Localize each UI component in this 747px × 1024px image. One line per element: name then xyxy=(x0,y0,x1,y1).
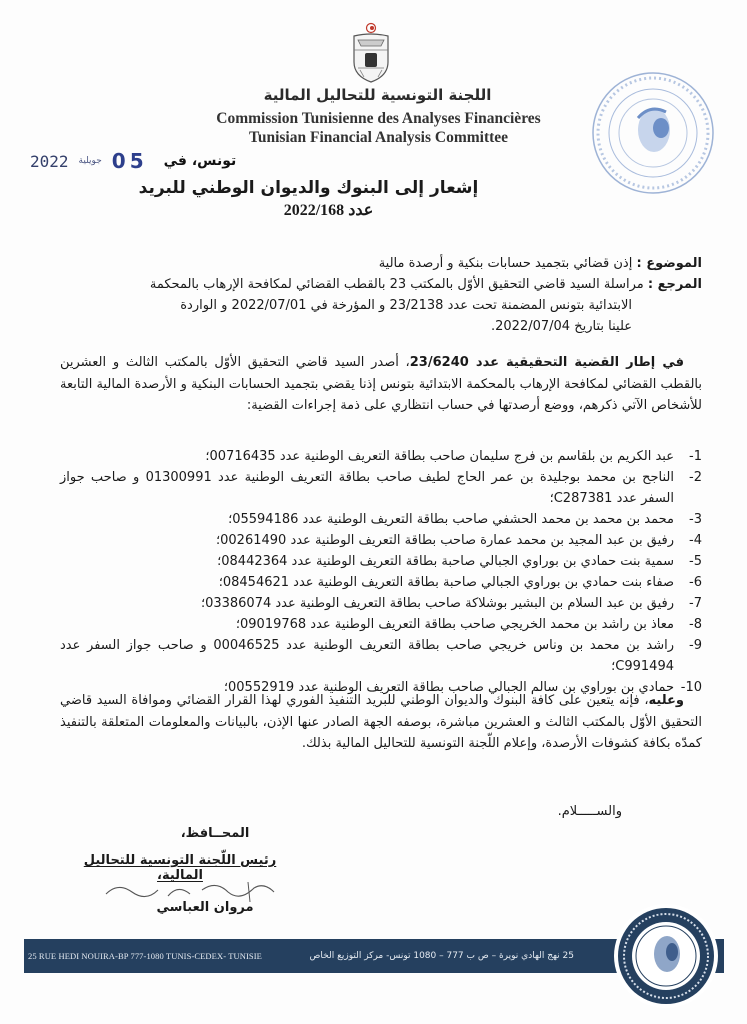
signatory-name: مروان العباسي xyxy=(156,900,254,915)
subject-line xyxy=(60,253,702,274)
list-item: 8- معاذ بن راشد بن محمد الخريجي صاحب بطاقة التعريف الوطنية عدد 09019768؛ xyxy=(235,617,702,632)
date-year: 2022 xyxy=(30,151,69,171)
paragraph2-text: ، فإنه يتعين على كافة البنوك والديوان الوطني للبريد التنفيذ الفوري لهذا القرار القضائي وموافاة السيد قاضي التحقيق الأوّل بالمكتب الثالث و العشرين مباشرة، بوصفه الجهة الصادر عنها الإذن، بالبيانات والمعلومات المتعلقة بالتنفيذ كمدّه بكافة كشوفات الأرصدة، وإعلام اللّجنة التونسية للتحاليل المالية بذلك. xyxy=(60,693,702,751)
org-name-english: Tunisian Financial Analysis Committee xyxy=(248,129,509,146)
date-prefix: تونس، في xyxy=(163,153,237,169)
list-item: 6- صفاء بنت حمادي بن بوراوي الجبالي صاحبة بطاقة التعريف الوطنية عدد 08454621؛ xyxy=(218,575,702,590)
tunisia-coat-of-arms-icon xyxy=(348,22,394,84)
footer-address-french: 25 RUE HEDI NOUIRA-BP 777-1080 TUNIS-CEDEX- TUNISIE xyxy=(28,951,262,961)
list-item: 2- الناجح بن محمد بوجليدة بن عمر الحاج لطيف صاحب بطاقة التعريف الوطنية عدد 01300991 و صاحب جواز السفر عدد C287381؛ xyxy=(60,470,702,506)
signatory-organization: رئيس اللّجنة التونسية للتحاليل المالية، xyxy=(83,853,277,883)
list-item: 7- رفيق بن عبد السلام بن البشير بوشلاكة صاحب بطاقة التعريف الوطنية عدد 03386074؛ xyxy=(200,596,702,611)
date-line xyxy=(30,146,236,176)
document-number: عدد 2022/168 xyxy=(283,202,374,219)
date-month: جويلية xyxy=(78,156,102,166)
paragraph-case-details xyxy=(60,352,702,417)
org-name-french: Commission Tunisienne des Analyses Financières xyxy=(216,110,541,127)
signature-block xyxy=(70,826,330,883)
paragraph2-lead: وعليه xyxy=(648,693,684,708)
org-name-arabic: اللجنة التونسية للتحاليل المالية xyxy=(263,86,492,104)
case-number: 23/6240 xyxy=(409,355,469,370)
list-item: 4- رفيق بن عبد المجيد بن محمد عمارة صاحب بطاقة التعريف الوطنية عدد 00261490؛ xyxy=(216,533,702,548)
list-item: 1- عبد الكريم بن بلقاسم بن فرج سليمان صاحب بطاقة التعريف الوطنية عدد 00716435؛ xyxy=(205,449,702,464)
signatory-title: المحــافظ، xyxy=(180,826,250,841)
paragraph1-lead: في إطار القضية التحقيقية عدد xyxy=(468,355,685,370)
subject-text: إذن قضائي بتجميد حسابات بنكية و أرصدة مالية xyxy=(378,256,633,271)
list-item: 5- سمية بنت حمادي بن بوراوي الجبالي صاحبة بطاقة التعريف الوطنية عدد 08442364؛ xyxy=(217,554,702,569)
closing-salutation: والســـــلام. xyxy=(557,804,622,819)
ctaf-footer-seal-icon xyxy=(612,902,720,1010)
reference-block xyxy=(60,274,702,337)
document-title: إشعار إلى البنوك والديوان الوطني للبريد xyxy=(138,178,479,198)
paragraph1-text: ، أصدر السيد قاضي التحقيق الأوّل بالمكتب الثالث و العشرين بالقطب القضائي لمكافحة الإرهاب بالمحكمة الابتدائية بتونس إذنا يقضي بتجميد الحسابات البنكية و الأرصدة المالية التابعة للأشخاص الآتي ذكرهم، ووضع أرصدتها في حساب انتظاري على ذمة إجراءات القضية: xyxy=(60,355,702,413)
reference-line-2: الابتدائية بتونس المضمنة تحت عدد 23/2138 و المؤرخة في 2022/07/01 و الواردة xyxy=(180,298,632,313)
list-item: 10- حمادي بن بوراوي بن سالم الجبالي صاحب بطاقة التعريف الوطنية عدد 00552919؛ xyxy=(223,680,702,695)
reference-line-1: مراسلة السيد قاضي التحقيق الأوّل بالمكتب 23 بالقطب القضائي لمكافحة الإرهاب بالمحكمة xyxy=(149,277,644,292)
list-item: 3- محمد بن محمد بن محمد الحشفي صاحب بطاقة التعريف الوطنية عدد 05594186؛ xyxy=(228,512,702,527)
persons-list xyxy=(60,446,702,698)
date-day-stamp: 05 xyxy=(111,149,148,173)
paragraph-instructions xyxy=(60,690,702,755)
subject-label: الموضوع : xyxy=(636,256,702,271)
list-item: 9- راشد بن محمد بن وناس خريجي صاحب بطاقة التعريف الوطنية عدد 00046525 و صاحب جواز السفر عدد C991494؛ xyxy=(60,638,702,674)
reference-label: المرجع : xyxy=(647,277,702,292)
footer-address-arabic: 25 نهج الهادي نويرة – ص ب 777 – 1080 تونس- مركز التوزيع الخاص xyxy=(309,951,574,961)
reference-line-3: علينا بتاريخ 2022/07/04. xyxy=(491,319,632,334)
